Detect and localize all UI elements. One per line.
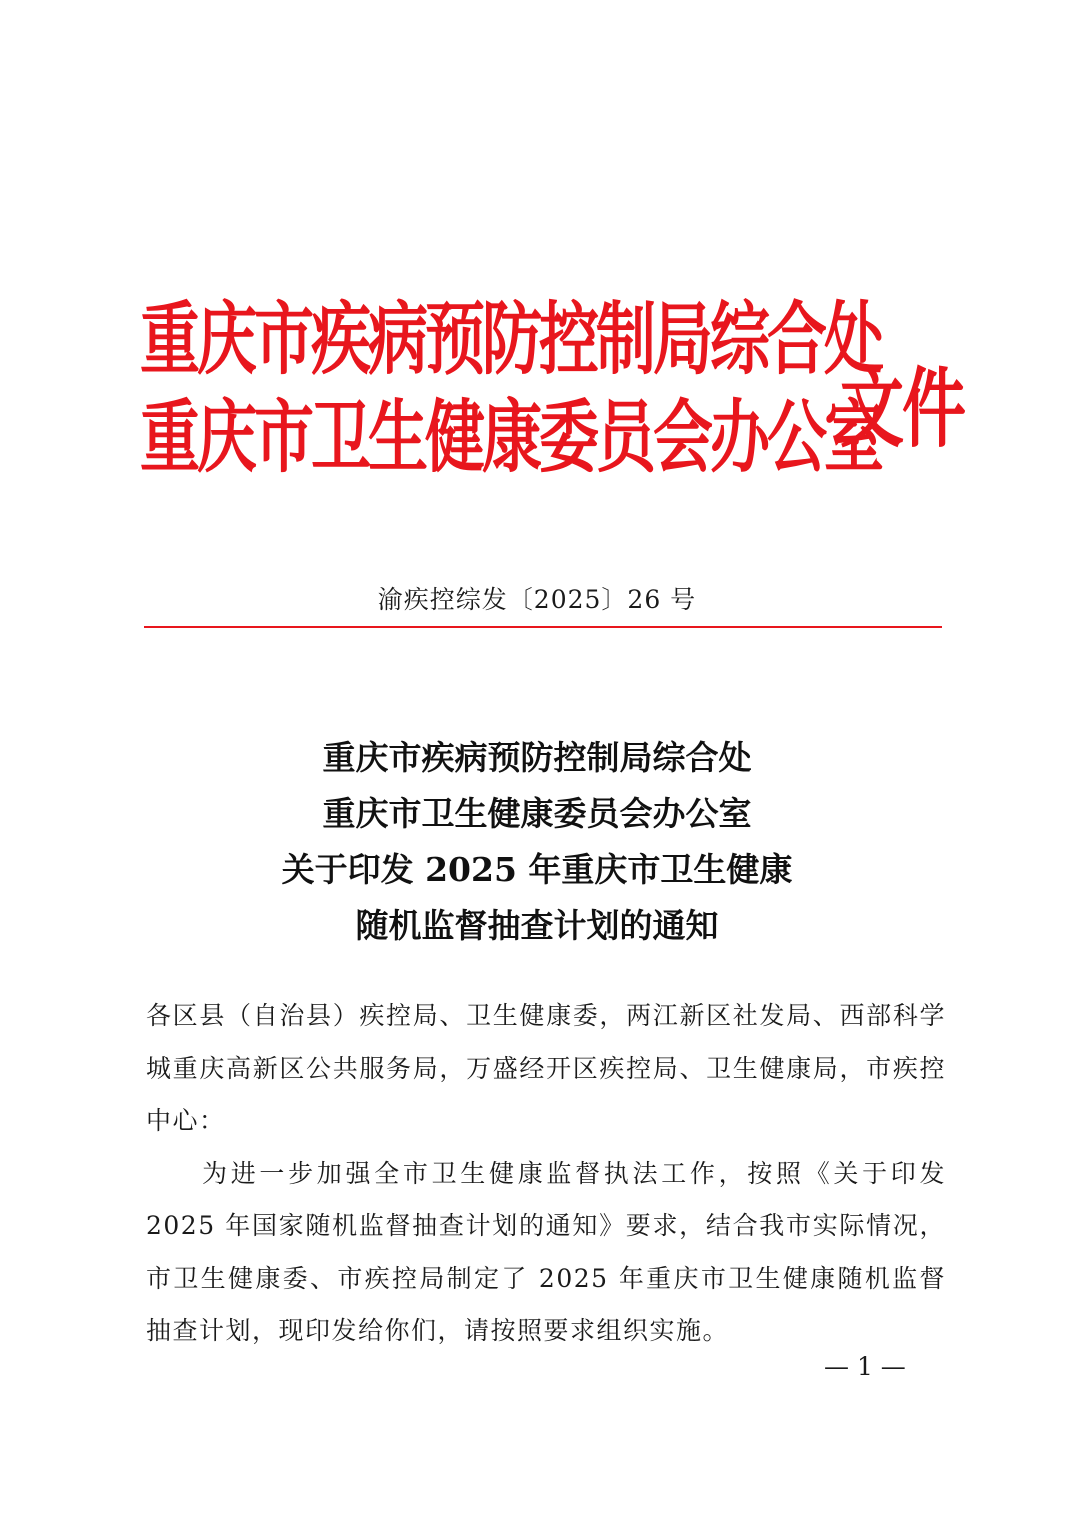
page-number: — 1 —	[824, 1352, 906, 1381]
issuing-org-1: 重庆市疾病预防控制局综合处	[140, 293, 881, 387]
title-line-1: 重庆市疾病预防控制局综合处	[322, 738, 752, 777]
red-divider	[144, 626, 942, 628]
notice-title	[0, 730, 1074, 954]
notice-body	[146, 990, 946, 1358]
document-label: 文件	[840, 358, 964, 461]
title-line-4: 随机监督抽查计划的通知	[355, 906, 719, 945]
title-line-3: 关于印发 2025 年重庆市卫生健康	[281, 850, 793, 889]
body-paragraph: 为进一步加强全市卫生健康监督执法工作，按照《关于印发 2025 年国家随机监督抽查计划的通知》要求，结合我市实际情况，市卫生健康委、市疾控局制定了 2025 年重庆市卫生健康随机监督抽查计划，现印发给你们，请按照要求组织实施。	[146, 1158, 946, 1345]
issuing-organizations	[140, 293, 881, 485]
document-header	[140, 293, 970, 510]
issuing-org-2: 重庆市卫生健康委员会办公室	[140, 391, 881, 485]
document-number: 渝疾控综发〔2025〕26 号	[377, 585, 697, 614]
title-line-2: 重庆市卫生健康委员会办公室	[322, 794, 752, 833]
addressees: 各区县（自治县）疾控局、卫生健康委，两江新区社发局、西部科学城重庆高新区公共服务局，万盛经开区疾控局、卫生健康局，市疾控中心：	[146, 1001, 946, 1135]
